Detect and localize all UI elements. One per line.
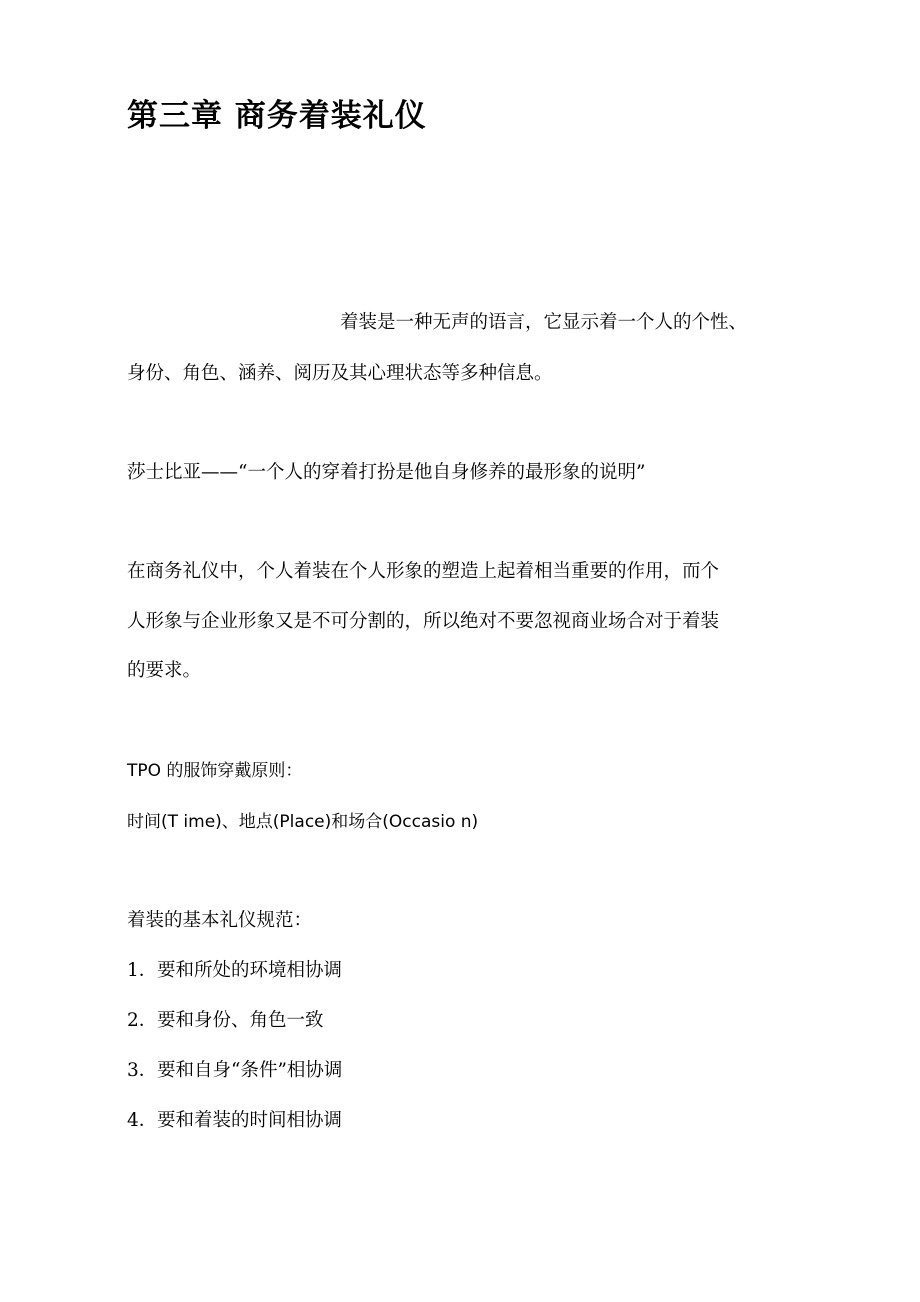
- norm-item-number: 2．: [127, 1010, 158, 1031]
- norm-item-number: 4．: [127, 1110, 158, 1131]
- tpo-heading: TPO 的服饰穿戴原则：: [127, 761, 303, 781]
- intro-line-1: 着装是一种无声的语言，它显示着一个人的个性、: [340, 312, 748, 333]
- paragraph-line-1: 在商务礼仪中，个人着装在个人形象的塑造上起着相当重要的作用，而个: [127, 561, 720, 582]
- norms-heading: 着装的基本礼仪规范：: [127, 910, 313, 931]
- norm-item-text: 要和自身“条件”相协调: [157, 1060, 343, 1081]
- norm-item-1: [127, 958, 342, 984]
- norm-item-number: 1．: [127, 960, 158, 981]
- tpo-detail: 时间(T ime)、地点(Place)和场合(Occasio n): [127, 812, 479, 832]
- chapter-title: 第三章 商务着装礼仪: [127, 98, 427, 134]
- norm-item-text: 要和身份、角色一致: [157, 1010, 324, 1031]
- norm-item-2: [127, 1008, 324, 1034]
- norm-item-3: [127, 1058, 342, 1084]
- shakespeare-quote: 莎士比亚——“一个人的穿着打扮是他自身修养的最形象的说明”: [127, 462, 646, 483]
- intro-line-2: 身份、角色、涵养、阅历及其心理状态等多种信息。: [127, 363, 553, 384]
- norm-item-number: 3．: [127, 1060, 158, 1081]
- norm-item-text: 要和所处的环境相协调: [157, 960, 343, 981]
- norm-item-text: 要和着装的时间相协调: [157, 1110, 343, 1131]
- paragraph-line-2: 人形象与企业形象又是不可分割的，所以绝对不要忽视商业场合对于着装: [127, 611, 720, 632]
- norm-item-4: [127, 1108, 342, 1134]
- paragraph-line-3: 的要求。: [127, 660, 202, 681]
